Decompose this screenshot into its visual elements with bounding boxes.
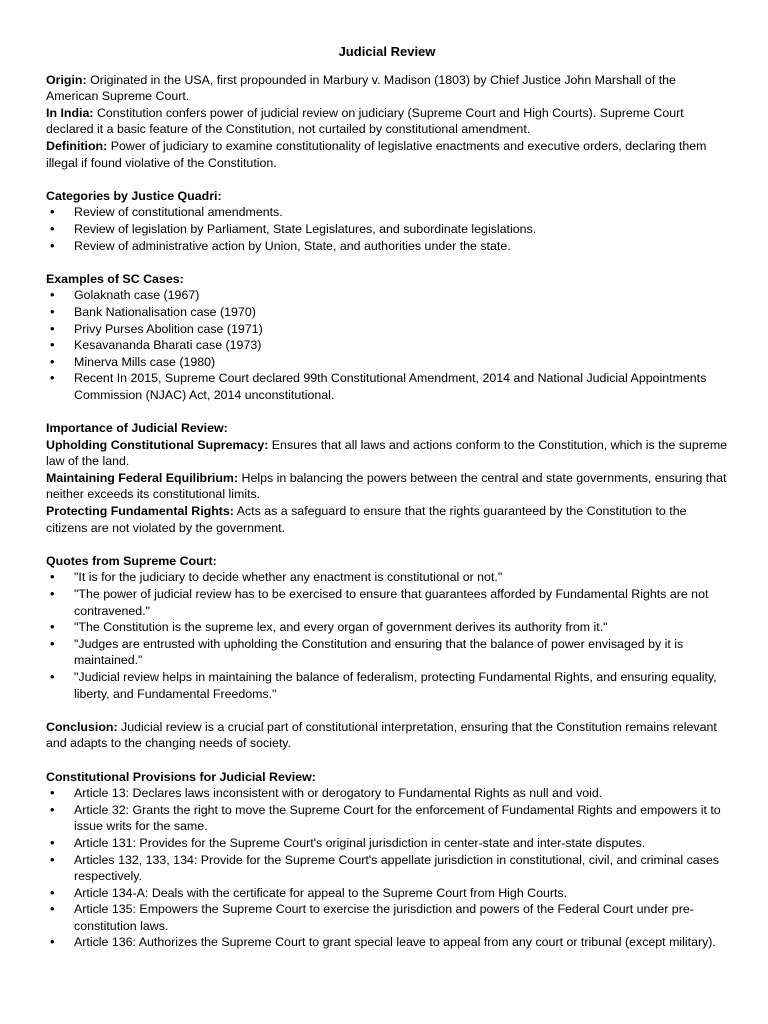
importance-paragraph <box>46 437 728 470</box>
provisions-list <box>46 785 728 951</box>
importance-text: Acts as a safeguard to ensure that the rights guaranteed by the Constitution to the citizens are not violated by the government. <box>46 504 687 535</box>
in-india-label: In India: <box>46 105 94 120</box>
list-item: • Article 135: Empowers the Supreme Court to exercise the jurisdiction and powers of the Federal Court under pre-constitution laws. <box>46 901 728 934</box>
definition-label: Definition: <box>46 138 108 153</box>
definition-text: Power of judiciary to examine constitutionality of legislative enactments and executive orders, declaring them illegal if found violative of the Constitution. <box>46 138 707 170</box>
list-item: • Article 136: Authorizes the Supreme Court to grant special leave to appeal from any court or tribunal (except military). <box>46 934 728 951</box>
list-item: • Review of administrative action by Union, State, and authorities under the state. <box>46 238 728 255</box>
conclusion-text: Judicial review is a crucial part of constitutional interpretation, ensuring that the Constitution remains relevant and adapts to the changing needs of society. <box>46 719 717 751</box>
list-item: • "The power of judicial review has to be exercised to ensure that guarantees afforded by Fundamental Rights are not contravened." <box>46 586 728 619</box>
categories-heading: Categories by Justice Quadri: <box>46 188 222 203</box>
importance-label: Upholding Constitutional Supremacy: <box>46 437 269 452</box>
list-item: • Article 13: Declares laws inconsistent with or derogatory to Fundamental Rights as null and void. <box>46 785 728 802</box>
origin-label: Origin: <box>46 72 87 87</box>
spacer <box>46 171 728 188</box>
list-item: • "The Constitution is the supreme lex, and every organ of government derives its authority from it." <box>46 619 728 636</box>
examples-heading: Examples of SC Cases: <box>46 271 184 286</box>
list-item: • Article 32: Grants the right to move the Supreme Court for the enforcement of Fundamental Rights and empowers it to issue writs for the same. <box>46 802 728 835</box>
spacer <box>46 403 728 420</box>
definition-paragraph <box>46 138 728 171</box>
in-india-paragraph <box>46 105 728 138</box>
importance-heading: Importance of Judicial Review: <box>46 421 228 436</box>
list-item: • Article 134-A: Deals with the certificate for appeal to the Supreme Court from High Courts. <box>46 885 728 902</box>
conclusion-paragraph <box>46 719 728 752</box>
list-item: • "It is for the judiciary to decide whether any enactment is constitutional or not." <box>46 569 728 586</box>
list-item: • Minerva Mills case (1980) <box>46 354 728 371</box>
importance-text: Ensures that all laws and actions conform to the Constitution, which is the supreme law of the land. <box>46 437 728 469</box>
list-item: • Bank Nationalisation case (1970) <box>46 304 728 321</box>
list-item: • Article 131: Provides for the Supreme Court's original jurisdiction in center-state and inter-state disputes. <box>46 835 728 852</box>
importance-label: Protecting Fundamental Rights: <box>46 504 234 519</box>
spacer <box>46 536 728 553</box>
origin-paragraph <box>46 72 728 105</box>
conclusion-label: Conclusion: <box>46 719 118 734</box>
importance-paragraph <box>46 470 728 503</box>
list-item: • "Judicial review helps in maintaining the balance of federalism, protecting Fundamental Rights, and ensuring equality, liberty, and Fundamental Freedoms." <box>46 669 728 702</box>
importance-text: Helps in balancing the powers between the central and state governments, ensuring that neither exceeds its constitutional limits. <box>46 470 727 502</box>
spacer <box>46 254 728 271</box>
list-item: • Review of legislation by Parliament, State Legislatures, and subordinate legislations. <box>46 221 728 238</box>
list-item: • Recent In 2015, Supreme Court declared 99th Constitutional Amendment, 2014 and National Judicial Appointments Commission (NJAC) Act, 2014 unconstitutional. <box>46 370 728 403</box>
importance-paragraph <box>46 503 728 536</box>
quotes-list <box>46 569 728 702</box>
list-item: • Golaknath case (1967) <box>46 287 728 304</box>
list-item: • Kesavananda Bharati case (1973) <box>46 337 728 354</box>
importance-label: Maintaining Federal Equilibrium: <box>46 470 239 485</box>
provisions-heading: Constitutional Provisions for Judicial Review: <box>46 769 316 784</box>
categories-list <box>46 204 728 254</box>
examples-list <box>46 287 728 403</box>
origin-text: Originated in the USA, first propounded in Marbury v. Madison (1803) by Chief Justice John Marshall of the American Supreme Court. <box>46 72 676 104</box>
quotes-heading: Quotes from Supreme Court: <box>46 553 217 568</box>
document-title: Judicial Review <box>338 44 436 59</box>
list-item: • Privy Purses Abolition case (1971) <box>46 321 728 338</box>
spacer <box>46 702 728 719</box>
list-item: • Review of constitutional amendments. <box>46 204 728 221</box>
in-india-text: Constitution confers power of judicial review on judiciary (Supreme Court and High Courts). Supreme Court declared it a basic feature of the Constitution, not curtailed by constitutional amendment. <box>46 105 684 137</box>
list-item: • Articles 132, 133, 134: Provide for the Supreme Court's appellate jurisdiction in constitutional, civil, and criminal cases respectively. <box>46 852 728 885</box>
list-item: • "Judges are entrusted with upholding the Constitution and ensuring that the balance of power envisaged by it is maintained." <box>46 636 728 669</box>
spacer <box>46 752 728 769</box>
